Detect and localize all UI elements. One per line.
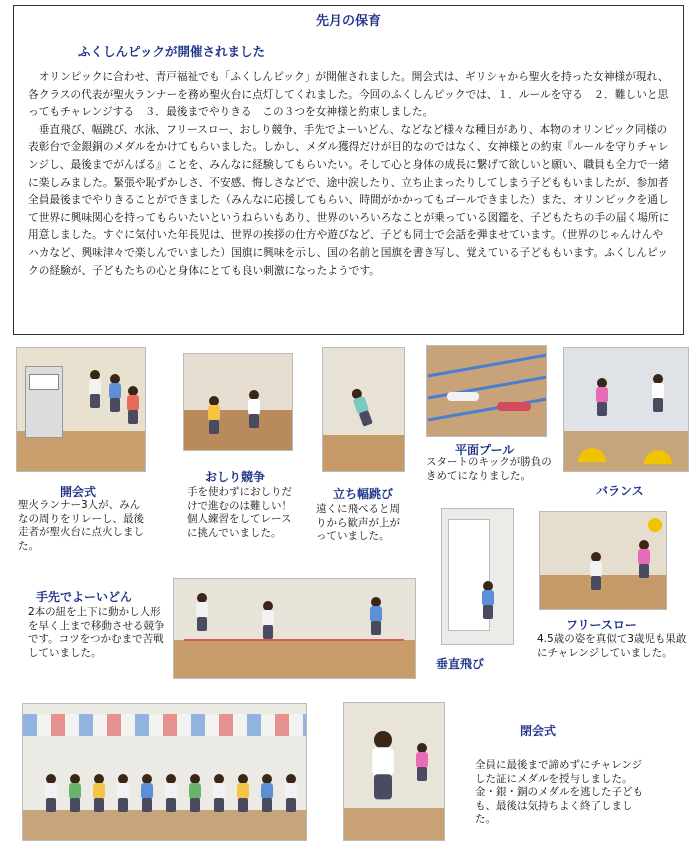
- photo-vertical-jump: [441, 508, 514, 645]
- article-paragraph: 垂直飛び、幅跳び、水泳、フリースロー、おしり競争、手先でよーいどん、などなど様々な種目があり、本物のオリンピック同様の表彰台で金銀銅のメダルをかけてもらいました。しかし、メダル獲得だけが目的なのではなく、女神様との約束『ルールを守りチャレンジし、最後までがんばる』ことを、みんなに経験してもらいたい。そして心と身体の成長に繋げて欲しいと願い、職員も全力で一緒に楽しみました。緊張や恥ずかしさ、不安感、悔しさなどで、途中涙したり、立ち止まったりしてしまう子どももいましたが、参加者全員最後までやりきることができました（みんなに応援してもらい、時間がかかってもゴールできました）また、オリンピックを通して世界に興味関心を持ってもらいたいというねらいもあり、世界のいろいろなことが乗っている図鑑を、子どもたちの手の届く場所に用意しました。すぐに気付いた年長児は、世界の挨拶の仕方や遊びなど、子ども同士で会話を弾ませています。（世界のじゃんけんやハカなど、興味津々で楽しんでいました）国旗に興味を示し、国の名前と国旗を書き写し、覚えている子どももいます。ふくしんピックの経験が、子どもたちの心と身体にとても良い刺激になったようです。: [28, 122, 670, 277]
- caption-title-balance: バランス: [596, 484, 644, 498]
- caption-title-pool: 平面プール: [455, 443, 515, 457]
- photo-balance: [563, 347, 689, 472]
- caption-title-vertical-jump: 垂直飛び: [436, 657, 485, 671]
- photo-butt-race: [183, 353, 293, 451]
- caption-title-free-throw: フリースロー: [566, 618, 637, 632]
- caption-title-butt-race: おしり競争: [205, 470, 266, 484]
- caption-text-opening: 聖火ランナー3人が、みんなの周りをリレーし、最後走者が聖火台に点火しました。: [18, 499, 144, 552]
- article-box: [13, 5, 684, 335]
- photo-free-throw: [539, 511, 667, 610]
- caption-text-hand-race: 2本の紐を上下に動かし人形を早く上まで移動させる競争です。コツをつかむまで苦戦していました。: [28, 606, 165, 659]
- photo-opening-ceremony: [16, 347, 146, 472]
- photo-flat-pool: [426, 345, 547, 437]
- photo-hand-race: [173, 578, 416, 679]
- article-subtitle: ふくしんピックが開催されました: [78, 44, 266, 59]
- photo-long-jump: [322, 347, 405, 472]
- caption-text-free-throw: 4.5歳の姿を真似て3歳児も果敢にチャレンジしていました。: [537, 633, 687, 659]
- caption-title-opening: 開会式: [60, 485, 97, 499]
- caption-title-closing: 閉会式: [520, 724, 557, 738]
- caption-text-long-jump: 遠くに飛べると周りから歓声が上がっていました。: [316, 503, 400, 542]
- caption-text-pool: スタートのキックが勝負のきめてになりました。: [426, 456, 552, 482]
- article-body: [28, 68, 672, 279]
- caption-title-long-jump: 立ち幅跳び: [333, 487, 394, 501]
- caption-title-hand-race: 手先でよーいどん: [36, 590, 133, 604]
- photo-closing-group: [22, 703, 307, 841]
- caption-text-butt-race: 手を使わずにおしりだけで進むのは難しい！個人練習をしてレースに挑んでいました。: [187, 486, 292, 539]
- photo-closing-medal: [343, 702, 445, 841]
- article-paragraph: オリンピックに合わせ、青戸福祉でも「ふくしんピック」が開催されました。開会式は、ギリシャから聖火を持った女神様が現れ、各クラスの代表が聖火ランナーを務め聖火台に点灯してくれました。今回のふくしんピックでは、１．ルールを守る ２．難しいと思ってもチャレンジする ３．最後までやりきる この３つを女神様と約束しました。: [28, 70, 669, 119]
- article-title: 先月の保育: [315, 14, 381, 29]
- caption-text-closing: 全員に最後まで諦めずにチャレンジした証にメダルを授与しました。金・銀・銅のメダルを逃した子どもも、最後は気持ちよく終了しました。: [475, 759, 643, 825]
